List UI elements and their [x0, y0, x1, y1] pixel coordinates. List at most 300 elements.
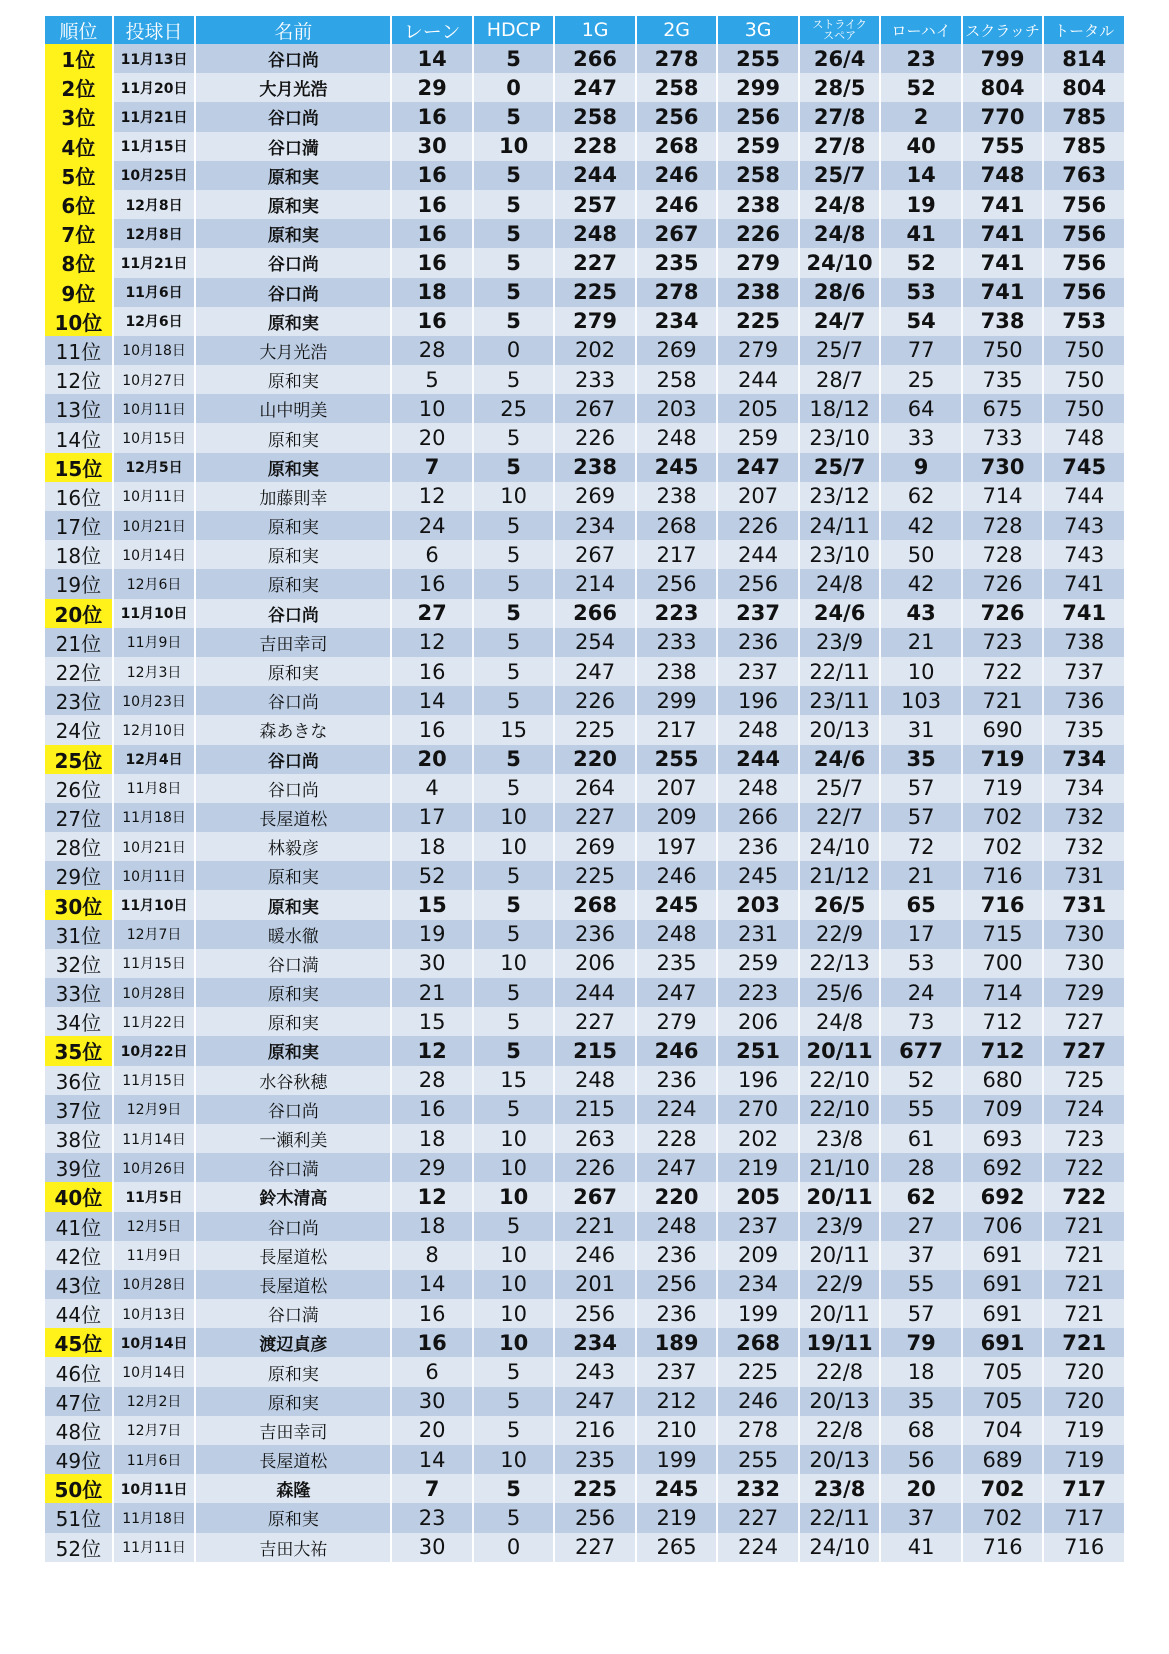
game2-cell: 258 [637, 365, 717, 394]
rank-cell: 18位 [45, 540, 112, 569]
rank-cell: 10位 [45, 307, 112, 336]
table-row [45, 803, 1124, 832]
hdcp-cell: 5 [474, 1212, 554, 1241]
game2-cell: 269 [637, 336, 717, 365]
strike-spare-cell: 27/8 [800, 102, 880, 131]
date-cell: 10月18日 [114, 336, 195, 365]
rank-cell: 28位 [45, 832, 112, 861]
date-cell: 12月7日 [114, 1416, 195, 1445]
lane-cell: 29 [392, 73, 472, 102]
name-cell: 谷口尚 [196, 774, 390, 803]
game2-cell: 217 [637, 715, 717, 744]
game2-cell: 228 [637, 1124, 717, 1153]
game2-cell: 279 [637, 1007, 717, 1036]
game1-cell: 226 [555, 1153, 635, 1182]
lowhigh-cell: 43 [881, 599, 961, 628]
total-cell: 785 [1044, 102, 1124, 131]
lane-cell: 20 [392, 1416, 472, 1445]
game2-cell: 278 [637, 44, 717, 73]
lane-cell: 5 [392, 365, 472, 394]
rank-cell: 15位 [45, 453, 112, 482]
name-cell: 原和実 [196, 307, 390, 336]
game2-cell: 235 [637, 949, 717, 978]
total-cell: 722 [1044, 1153, 1124, 1182]
strike-spare-cell: 25/7 [800, 161, 880, 190]
game1-cell: 234 [555, 1328, 635, 1357]
header-spare: スペア [823, 29, 857, 42]
hdcp-cell: 0 [474, 73, 554, 102]
game1-cell: 235 [555, 1445, 635, 1474]
date-cell: 11月10日 [114, 599, 195, 628]
table-row [45, 511, 1124, 540]
game2-cell: 238 [637, 657, 717, 686]
strike-spare-cell: 20/11 [800, 1241, 880, 1270]
lane-cell: 20 [392, 745, 472, 774]
hdcp-cell: 25 [474, 394, 554, 423]
game2-cell: 267 [637, 219, 717, 248]
rank-cell: 31位 [45, 920, 112, 949]
table-row [45, 715, 1124, 744]
strike-spare-cell: 20/13 [800, 1445, 880, 1474]
lane-cell: 18 [392, 1212, 472, 1241]
game1-cell: 215 [555, 1036, 635, 1065]
hdcp-cell: 5 [474, 307, 554, 336]
date-cell: 11月14日 [114, 1124, 195, 1153]
strike-spare-cell: 23/9 [800, 628, 880, 657]
rank-cell: 45位 [45, 1328, 112, 1357]
lane-cell: 30 [392, 132, 472, 161]
game2-cell: 256 [637, 569, 717, 598]
rank-cell: 20位 [45, 599, 112, 628]
game3-cell: 299 [718, 73, 798, 102]
game3-cell: 225 [718, 307, 798, 336]
scratch-cell: 689 [963, 1445, 1043, 1474]
total-cell: 729 [1044, 978, 1124, 1007]
lowhigh-cell: 20 [881, 1474, 961, 1503]
strike-spare-cell: 20/11 [800, 1036, 880, 1065]
lane-cell: 7 [392, 453, 472, 482]
total-cell: 763 [1044, 161, 1124, 190]
scratch-cell: 714 [963, 482, 1043, 511]
rank-cell: 32位 [45, 949, 112, 978]
date-cell: 11月18日 [114, 1503, 195, 1532]
game2-cell: 207 [637, 774, 717, 803]
name-cell: 原和実 [196, 190, 390, 219]
game3-cell: 259 [718, 132, 798, 161]
header-strike: ストライク [812, 18, 867, 31]
lane-cell: 16 [392, 307, 472, 336]
game2-cell: 268 [637, 132, 717, 161]
scratch-cell: 730 [963, 453, 1043, 482]
game1-cell: 221 [555, 1212, 635, 1241]
name-cell: 谷口尚 [196, 1095, 390, 1124]
total-cell: 721 [1044, 1241, 1124, 1270]
date-cell: 12月8日 [114, 219, 195, 248]
lowhigh-cell: 55 [881, 1270, 961, 1299]
lane-cell: 27 [392, 599, 472, 628]
scratch-cell: 700 [963, 949, 1043, 978]
lowhigh-cell: 42 [881, 569, 961, 598]
table-row [45, 44, 1124, 73]
game2-cell: 238 [637, 482, 717, 511]
hdcp-cell: 5 [474, 599, 554, 628]
scratch-cell: 733 [963, 423, 1043, 452]
header-scratch: スクラッチ [963, 16, 1043, 44]
table-row [45, 1182, 1124, 1211]
rank-cell: 8位 [45, 248, 112, 277]
table-row [45, 307, 1124, 336]
game2-cell: 258 [637, 73, 717, 102]
strike-spare-cell: 22/8 [800, 1416, 880, 1445]
lowhigh-cell: 57 [881, 1299, 961, 1328]
lane-cell: 16 [392, 248, 472, 277]
hdcp-cell: 5 [474, 190, 554, 219]
lowhigh-cell: 35 [881, 745, 961, 774]
hdcp-cell: 5 [474, 1474, 554, 1503]
game1-cell: 244 [555, 978, 635, 1007]
table-row [45, 920, 1124, 949]
table-row [45, 365, 1124, 394]
lowhigh-cell: 56 [881, 1445, 961, 1474]
scratch-cell: 716 [963, 1533, 1043, 1562]
hdcp-cell: 10 [474, 482, 554, 511]
game3-cell: 199 [718, 1299, 798, 1328]
strike-spare-cell: 22/11 [800, 1503, 880, 1532]
strike-spare-cell: 24/10 [800, 248, 880, 277]
scratch-cell: 691 [963, 1241, 1043, 1270]
game2-cell: 217 [637, 540, 717, 569]
date-cell: 10月21日 [114, 511, 195, 540]
lane-cell: 16 [392, 219, 472, 248]
game1-cell: 220 [555, 745, 635, 774]
date-cell: 11月21日 [114, 102, 195, 131]
hdcp-cell: 5 [474, 423, 554, 452]
hdcp-cell: 5 [474, 978, 554, 1007]
name-cell: 原和実 [196, 861, 390, 890]
total-cell: 804 [1044, 73, 1124, 102]
scratch-cell: 738 [963, 307, 1043, 336]
game1-cell: 267 [555, 1182, 635, 1211]
lowhigh-cell: 64 [881, 394, 961, 423]
date-cell: 12月10日 [114, 715, 195, 744]
hdcp-cell: 5 [474, 278, 554, 307]
strike-spare-cell: 23/10 [800, 423, 880, 452]
strike-spare-cell: 28/6 [800, 278, 880, 307]
lowhigh-cell: 62 [881, 482, 961, 511]
rank-cell: 47位 [45, 1387, 112, 1416]
strike-spare-cell: 24/6 [800, 745, 880, 774]
scratch-cell: 728 [963, 540, 1043, 569]
game1-cell: 227 [555, 1007, 635, 1036]
game2-cell: 224 [637, 1095, 717, 1124]
hdcp-cell: 10 [474, 1270, 554, 1299]
rank-cell: 1位 [45, 44, 112, 73]
strike-spare-cell: 23/8 [800, 1124, 880, 1153]
game3-cell: 236 [718, 628, 798, 657]
name-cell: 原和実 [196, 423, 390, 452]
table-row [45, 190, 1124, 219]
date-cell: 10月14日 [114, 1357, 195, 1386]
strike-spare-cell: 22/13 [800, 949, 880, 978]
scratch-cell: 704 [963, 1416, 1043, 1445]
lane-cell: 30 [392, 949, 472, 978]
total-cell: 785 [1044, 132, 1124, 161]
table-row [45, 657, 1124, 686]
game2-cell: 203 [637, 394, 717, 423]
hdcp-cell: 5 [474, 1357, 554, 1386]
name-cell: 吉田幸司 [196, 1416, 390, 1445]
game2-cell: 210 [637, 1416, 717, 1445]
lane-cell: 20 [392, 423, 472, 452]
rank-cell: 17位 [45, 511, 112, 540]
game3-cell: 226 [718, 511, 798, 540]
game1-cell: 227 [555, 1533, 635, 1562]
lane-cell: 12 [392, 482, 472, 511]
rank-cell: 50位 [45, 1474, 112, 1503]
lowhigh-cell: 41 [881, 1533, 961, 1562]
date-cell: 12月4日 [114, 745, 195, 774]
total-cell: 717 [1044, 1474, 1124, 1503]
game1-cell: 256 [555, 1299, 635, 1328]
hdcp-cell: 10 [474, 1445, 554, 1474]
table-row [45, 423, 1124, 452]
header-game2: 2G [637, 16, 717, 44]
rank-cell: 48位 [45, 1416, 112, 1445]
game3-cell: 237 [718, 1212, 798, 1241]
hdcp-cell: 5 [474, 1503, 554, 1532]
date-cell: 10月13日 [114, 1299, 195, 1328]
hdcp-cell: 10 [474, 803, 554, 832]
name-cell: 原和実 [196, 365, 390, 394]
scratch-cell: 702 [963, 1474, 1043, 1503]
lane-cell: 14 [392, 1270, 472, 1299]
game3-cell: 246 [718, 1387, 798, 1416]
date-cell: 10月22日 [114, 1036, 195, 1065]
game3-cell: 248 [718, 774, 798, 803]
table-row [45, 1533, 1124, 1562]
game1-cell: 248 [555, 219, 635, 248]
lowhigh-cell: 103 [881, 686, 961, 715]
game3-cell: 258 [718, 161, 798, 190]
table-row [45, 482, 1124, 511]
table-row [45, 978, 1124, 1007]
hdcp-cell: 10 [474, 949, 554, 978]
name-cell: 谷口満 [196, 132, 390, 161]
game3-cell: 278 [718, 1416, 798, 1445]
total-cell: 721 [1044, 1299, 1124, 1328]
lane-cell: 30 [392, 1387, 472, 1416]
name-cell: 大月光浩 [196, 73, 390, 102]
name-cell: 長屋道松 [196, 1445, 390, 1474]
total-cell: 721 [1044, 1212, 1124, 1241]
hdcp-cell: 15 [474, 1066, 554, 1095]
rank-cell: 2位 [45, 73, 112, 102]
hdcp-cell: 10 [474, 132, 554, 161]
hdcp-cell: 5 [474, 569, 554, 598]
date-cell: 11月6日 [114, 278, 195, 307]
game1-cell: 267 [555, 394, 635, 423]
strike-spare-cell: 27/8 [800, 132, 880, 161]
total-cell: 737 [1044, 657, 1124, 686]
strike-spare-cell: 23/9 [800, 1212, 880, 1241]
date-cell: 11月15日 [114, 1066, 195, 1095]
name-cell: 谷口満 [196, 1299, 390, 1328]
table-row [45, 1153, 1124, 1182]
scratch-cell: 723 [963, 628, 1043, 657]
game3-cell: 196 [718, 686, 798, 715]
game2-cell: 209 [637, 803, 717, 832]
game2-cell: 236 [637, 1299, 717, 1328]
total-cell: 743 [1044, 540, 1124, 569]
game3-cell: 205 [718, 1182, 798, 1211]
lowhigh-cell: 35 [881, 1387, 961, 1416]
date-cell: 11月18日 [114, 803, 195, 832]
lane-cell: 19 [392, 920, 472, 949]
game1-cell: 225 [555, 1474, 635, 1503]
game2-cell: 219 [637, 1503, 717, 1532]
table-row [45, 686, 1124, 715]
rank-cell: 39位 [45, 1153, 112, 1182]
game2-cell: 234 [637, 307, 717, 336]
game3-cell: 255 [718, 1445, 798, 1474]
table-row [45, 861, 1124, 890]
game1-cell: 254 [555, 628, 635, 657]
date-cell: 10月14日 [114, 1328, 195, 1357]
lowhigh-cell: 2 [881, 102, 961, 131]
lowhigh-cell: 55 [881, 1095, 961, 1124]
game1-cell: 214 [555, 569, 635, 598]
header-lane: レーン [392, 16, 472, 44]
total-cell: 727 [1044, 1036, 1124, 1065]
name-cell: 原和実 [196, 540, 390, 569]
lowhigh-cell: 677 [881, 1036, 961, 1065]
scratch-cell: 690 [963, 715, 1043, 744]
hdcp-cell: 5 [474, 44, 554, 73]
rank-cell: 37位 [45, 1095, 112, 1124]
hdcp-cell: 10 [474, 1153, 554, 1182]
rank-cell: 25位 [45, 745, 112, 774]
scratch-cell: 726 [963, 599, 1043, 628]
lane-cell: 18 [392, 1124, 472, 1153]
scratch-cell: 716 [963, 890, 1043, 919]
game3-cell: 244 [718, 540, 798, 569]
game3-cell: 256 [718, 569, 798, 598]
date-cell: 10月23日 [114, 686, 195, 715]
game1-cell: 244 [555, 161, 635, 190]
game1-cell: 234 [555, 511, 635, 540]
game2-cell: 299 [637, 686, 717, 715]
hdcp-cell: 5 [474, 1036, 554, 1065]
table-row [45, 336, 1124, 365]
hdcp-cell: 5 [474, 453, 554, 482]
table-row [45, 394, 1124, 423]
rank-cell: 52位 [45, 1533, 112, 1562]
ranking-rows [45, 44, 1124, 1562]
lane-cell: 10 [392, 394, 472, 423]
game1-cell: 247 [555, 73, 635, 102]
strike-spare-cell: 18/12 [800, 394, 880, 423]
header-date: 投球日 [114, 16, 195, 44]
name-cell: 谷口尚 [196, 278, 390, 307]
game3-cell: 270 [718, 1095, 798, 1124]
game3-cell: 237 [718, 599, 798, 628]
lowhigh-cell: 52 [881, 73, 961, 102]
strike-spare-cell: 22/11 [800, 657, 880, 686]
game3-cell: 225 [718, 1357, 798, 1386]
game1-cell: 257 [555, 190, 635, 219]
header-name: 名前 [196, 16, 390, 44]
strike-spare-cell: 20/11 [800, 1299, 880, 1328]
lowhigh-cell: 57 [881, 803, 961, 832]
strike-spare-cell: 24/8 [800, 219, 880, 248]
strike-spare-cell: 22/9 [800, 920, 880, 949]
lowhigh-cell: 52 [881, 1066, 961, 1095]
rank-cell: 49位 [45, 1445, 112, 1474]
lowhigh-cell: 33 [881, 423, 961, 452]
total-cell: 731 [1044, 890, 1124, 919]
name-cell: 谷口満 [196, 1153, 390, 1182]
strike-spare-cell: 19/11 [800, 1328, 880, 1357]
total-cell: 720 [1044, 1357, 1124, 1386]
table-row [45, 1036, 1124, 1065]
lane-cell: 8 [392, 1241, 472, 1270]
lane-cell: 23 [392, 1503, 472, 1532]
strike-spare-cell: 26/4 [800, 44, 880, 73]
lowhigh-cell: 61 [881, 1124, 961, 1153]
rank-cell: 40位 [45, 1182, 112, 1211]
rank-cell: 43位 [45, 1270, 112, 1299]
rank-cell: 36位 [45, 1066, 112, 1095]
date-cell: 11月6日 [114, 1445, 195, 1474]
date-cell: 12月9日 [114, 1095, 195, 1124]
game2-cell: 268 [637, 511, 717, 540]
hdcp-cell: 0 [474, 1533, 554, 1562]
lane-cell: 16 [392, 657, 472, 686]
name-cell: 谷口尚 [196, 745, 390, 774]
game1-cell: 225 [555, 278, 635, 307]
strike-spare-cell: 22/10 [800, 1066, 880, 1095]
name-cell: 一瀬利美 [196, 1124, 390, 1153]
game3-cell: 232 [718, 1474, 798, 1503]
game1-cell: 268 [555, 890, 635, 919]
hdcp-cell: 5 [474, 219, 554, 248]
hdcp-cell: 5 [474, 540, 554, 569]
game1-cell: 258 [555, 102, 635, 131]
date-cell: 10月11日 [114, 861, 195, 890]
scratch-cell: 691 [963, 1299, 1043, 1328]
lowhigh-cell: 23 [881, 44, 961, 73]
game3-cell: 226 [718, 219, 798, 248]
scratch-cell: 702 [963, 1503, 1043, 1532]
total-cell: 719 [1044, 1445, 1124, 1474]
game2-cell: 265 [637, 1533, 717, 1562]
table-row [45, 569, 1124, 598]
hdcp-cell: 5 [474, 161, 554, 190]
lowhigh-cell: 18 [881, 1357, 961, 1386]
game1-cell: 243 [555, 1357, 635, 1386]
hdcp-cell: 10 [474, 1241, 554, 1270]
total-cell: 731 [1044, 861, 1124, 890]
game2-cell: 246 [637, 190, 717, 219]
lane-cell: 15 [392, 890, 472, 919]
scratch-cell: 712 [963, 1007, 1043, 1036]
rank-cell: 11位 [45, 336, 112, 365]
scratch-cell: 709 [963, 1095, 1043, 1124]
header-lowhigh: ローハイ [881, 16, 961, 44]
lowhigh-cell: 53 [881, 949, 961, 978]
rank-cell: 4位 [45, 132, 112, 161]
date-cell: 10月28日 [114, 978, 195, 1007]
